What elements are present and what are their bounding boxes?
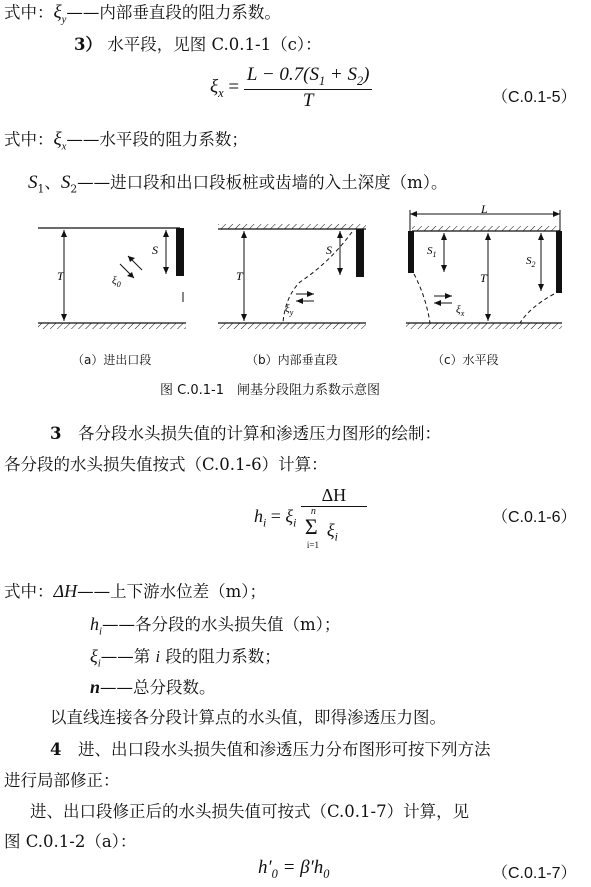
equation-tag-c015: （C.0.1-5） xyxy=(492,89,577,106)
panel-b xyxy=(218,224,366,329)
panel-c xyxy=(406,202,562,329)
section-3-heading: 3 各分段水头损失值的计算和渗透压力图形的绘制： xyxy=(50,424,441,443)
definition-xi-x: 式中：$\xi_x——$水平段的阻力系数； xyxy=(4,129,248,153)
caption-a: （a）进出口段 xyxy=(72,353,152,367)
section-4-line1: 4 进、出口段水头损失值和渗透压力分布图形可按下列方法 xyxy=(50,740,491,759)
where-delta-h: 式中：ΔH——上下游水位差（m）； xyxy=(4,581,266,601)
figure-title: 图 C.0.1-1 闸基分段阻力系数示意图 xyxy=(160,383,380,398)
section-4-line3: 进、出口段修正后的水头损失值可按式（C.0.1-7）计算，见 xyxy=(30,802,470,821)
svg-text:T: T xyxy=(57,269,64,283)
section-3-intro: 各分段的水头损失值按式（C.0.1-6）计算： xyxy=(4,455,328,474)
item-3-horizontal: 3） 水平段，见图 C.0.1-1（c）： xyxy=(74,35,322,54)
panel-a xyxy=(38,228,186,329)
equation-c016: $h_i = \xi_i$ ΔH n Σ i=1 $\xi_i$ xyxy=(254,485,367,551)
svg-text:S2: $S_2$ xyxy=(526,255,536,269)
equation-c017: $h'_0 = \beta'h_0$ xyxy=(258,857,330,881)
resistance-diagram xyxy=(0,202,591,402)
svg-text:S1: $S_1$ xyxy=(427,245,437,259)
section-3-conclusion: 以直线连接各分段计算点的水头值，即得渗透压力图。 xyxy=(50,708,446,727)
equation-c015: $\xi_x$ = $\frac{L - 0.7(S_1 + S_2)}{T}$ xyxy=(210,64,372,112)
svg-text:ξ0: $\xi_0$ xyxy=(112,275,121,289)
svg-text:L: L xyxy=(481,202,488,216)
section-4-line4: 图 C.0.1-2（a）： xyxy=(4,832,137,851)
definition-xi-y: 式中：$\xi_y——$内部垂直段的阻力系数。 xyxy=(4,2,281,26)
svg-text:ξx: $\xi_x$ xyxy=(456,304,465,318)
svg-text:T: T xyxy=(480,271,487,285)
equation-tag-c016: （C.0.1-6） xyxy=(492,509,577,526)
equation-tag-c017: （C.0.1-7） xyxy=(492,865,577,882)
caption-c: （c）水平段 xyxy=(432,353,499,367)
where-n: n——总分段数。 xyxy=(90,677,216,697)
where-xi-i: $\xi_i——$第 i 段的阻力系数； xyxy=(90,646,281,670)
where-h-i: $h_i——$各分段的水头损失值（m）； xyxy=(90,614,341,638)
svg-text:ξy: $\xi_y$ xyxy=(285,303,294,317)
section-4-line2: 进行局部修正： xyxy=(4,771,120,790)
svg-text:S: S xyxy=(152,243,158,257)
definition-s1-s2: $S_1$、$S_2——$进口段和出口段板桩或齿墙的入土深度（m）。 xyxy=(28,172,448,196)
svg-text:S: S xyxy=(326,243,332,257)
svg-text:T: T xyxy=(236,269,243,283)
caption-b: （b）内部垂直段 xyxy=(246,353,338,367)
